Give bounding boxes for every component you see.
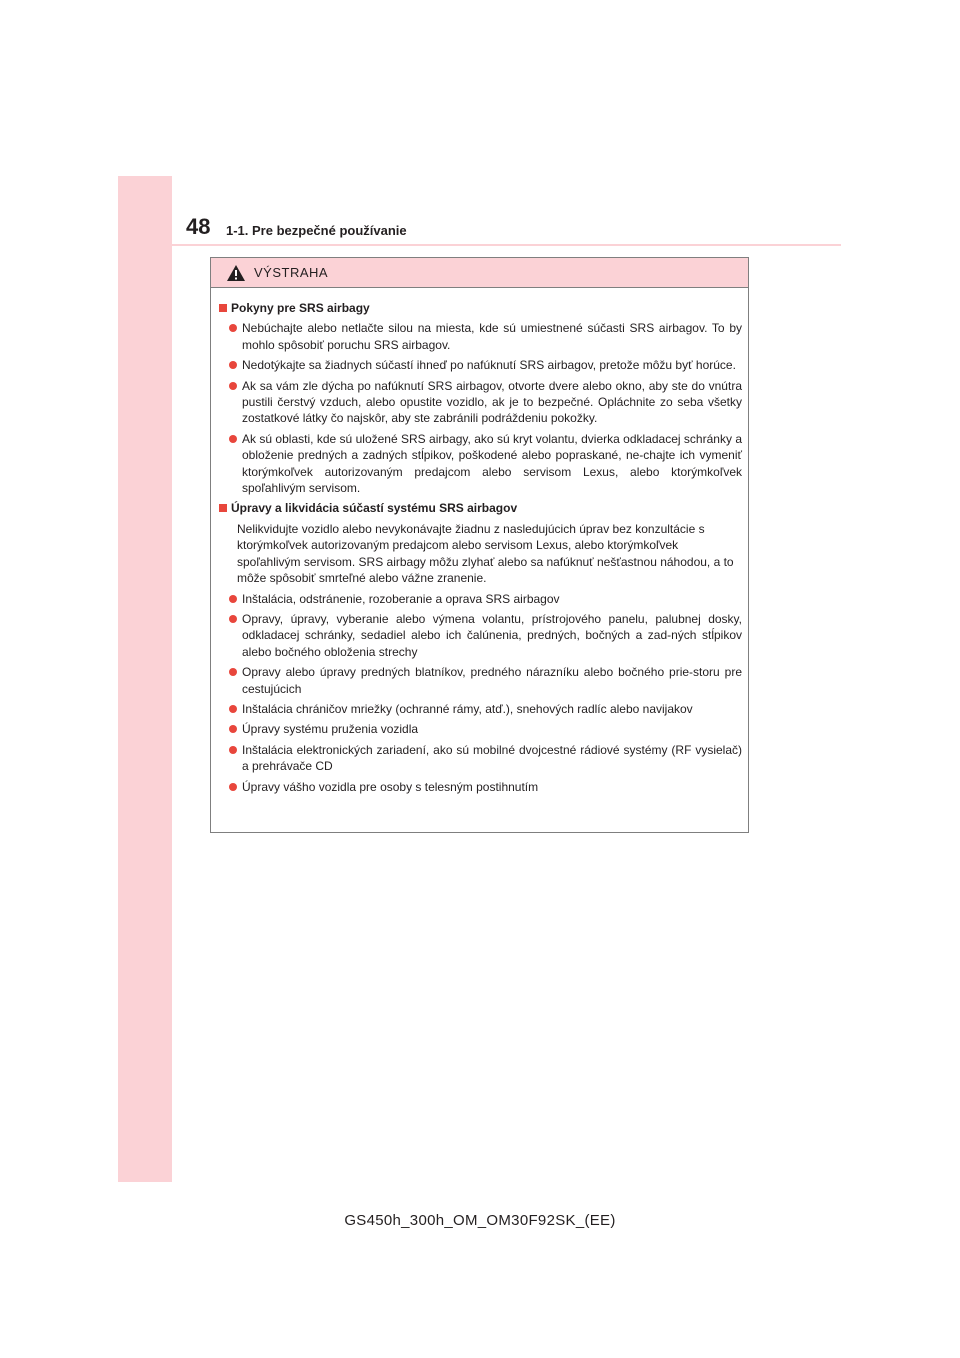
section-heading-text: Pokyny pre SRS airbagy	[231, 301, 370, 315]
circle-bullet-icon	[229, 361, 237, 369]
header-divider	[172, 244, 841, 246]
section-heading-text: Úpravy a likvidácia súčastí systému SRS airbagov	[231, 501, 518, 516]
list-item-text: Úpravy vášho vozidla pre osoby s telesným postihnutím	[242, 779, 539, 794]
circle-bullet-icon	[229, 746, 237, 754]
warning-title: VÝSTRAHA	[254, 265, 329, 280]
warning-box	[210, 257, 749, 833]
list-item	[229, 779, 742, 795]
list-item	[229, 357, 742, 373]
section-title: 1-1. Pre bezpečné používanie	[226, 223, 407, 238]
list-item	[229, 431, 742, 497]
list-item-text: Inštalácia chráničov mriežky (ochranné rámy, atď.), snehových radlíc alebo navijakov	[242, 701, 693, 716]
list-item-text: Nedotýkajte sa žiadnych súčastí ihneď po nafúknutí SRS airbagov, pretože môžu byť horúce.	[242, 358, 736, 373]
list-item	[229, 378, 742, 427]
list-item-text: Opravy, úpravy, vyberanie alebo výmena volantu, prístrojového panelu, palubnej dosky, odkladacej schránky, sedadiel alebo ich čalúnenia, predných, bočných a zad-ných stĺpikov alebo bočného obloženia strechy	[242, 611, 742, 659]
list-item	[229, 742, 742, 775]
circle-bullet-icon	[229, 705, 237, 713]
warning-header	[211, 258, 748, 288]
circle-bullet-icon	[229, 725, 237, 733]
list-item-text: Inštalácia elektronických zariadení, ako sú mobilné dvojcestné rádiové systémy (RF vysielač) a prehrávače CD	[242, 742, 742, 774]
section-heading	[219, 300, 742, 316]
list-item-text: Inštalácia, odstránenie, rozoberanie a oprava SRS airbagov	[242, 591, 560, 606]
circle-bullet-icon	[229, 783, 237, 791]
circle-bullet-icon	[229, 324, 237, 332]
page-number: 48	[186, 214, 211, 239]
list-item	[229, 701, 742, 717]
list-item	[229, 611, 742, 660]
list-item	[229, 664, 742, 697]
section-paragraph: Nelikvidujte vozidlo alebo nevykonávajte žiadnu z nasledujúcich úprav bez konzultácie s ktorýmkoľvek autorizovaným predajcom alebo servisom Lexus, alebo ktorýmkoľvek spoľahlivým servisom. SRS airbagy môžu zlyhať alebo sa nafúknuť nešťastnou náhodou, a to môže spôsobiť smrteľné alebo vážne zranenie.	[237, 521, 734, 586]
circle-bullet-icon	[229, 435, 237, 443]
circle-bullet-icon	[229, 595, 237, 603]
list-item-text: Úpravy systému pruženia vozidla	[242, 722, 419, 737]
warning-triangle-icon	[226, 264, 246, 282]
list-item-text: Opravy alebo úpravy predných blatníkov, predného nárazníku alebo bočného prie-storu pre cestujúcich	[242, 665, 742, 696]
list-item-text: Ak sa vám zle dýcha po nafúknutí SRS airbagov, otvorte dvere alebo okno, aby ste do vnútra pustili čerstvý vzduch, alebo opustite vozidlo, ak je to bezpečné. Opláchnite zo seba všetky zostatkové látky čo najskôr, aby ste zabránili podráždeniu pokožky.	[242, 378, 742, 426]
list-item	[229, 320, 742, 353]
section-heading	[219, 500, 742, 516]
square-bullet-icon	[219, 304, 227, 312]
list-item	[229, 591, 742, 607]
list-item-text: Ak sú oblasti, kde sú uložené SRS airbagy, ako sú kryt volantu, dvierka odkladacej schránky a obloženie predných a zadných stĺpikov, poškodené alebo popraskané, ne-chajte ich vymeniť ktorýmkoľvek autorizovaným predajcom alebo servisom Lexus, alebo ktorýmkoľvek spoľahlivým servisom.	[242, 431, 742, 496]
circle-bullet-icon	[229, 382, 237, 390]
circle-bullet-icon	[229, 668, 237, 676]
warning-body	[211, 288, 748, 795]
document-code: GS450h_300h_OM_OM30F92SK_(EE)	[344, 1212, 616, 1229]
list-item-text: Nebúchajte alebo netlačte silou na miesta, kde sú umiestnené súčasti SRS airbagov. To by mohlo spôsobiť poruchu SRS airbagov.	[242, 321, 742, 352]
circle-bullet-icon	[229, 615, 237, 623]
side-color-band	[118, 176, 172, 1182]
square-bullet-icon	[219, 504, 227, 512]
list-item	[229, 721, 742, 737]
